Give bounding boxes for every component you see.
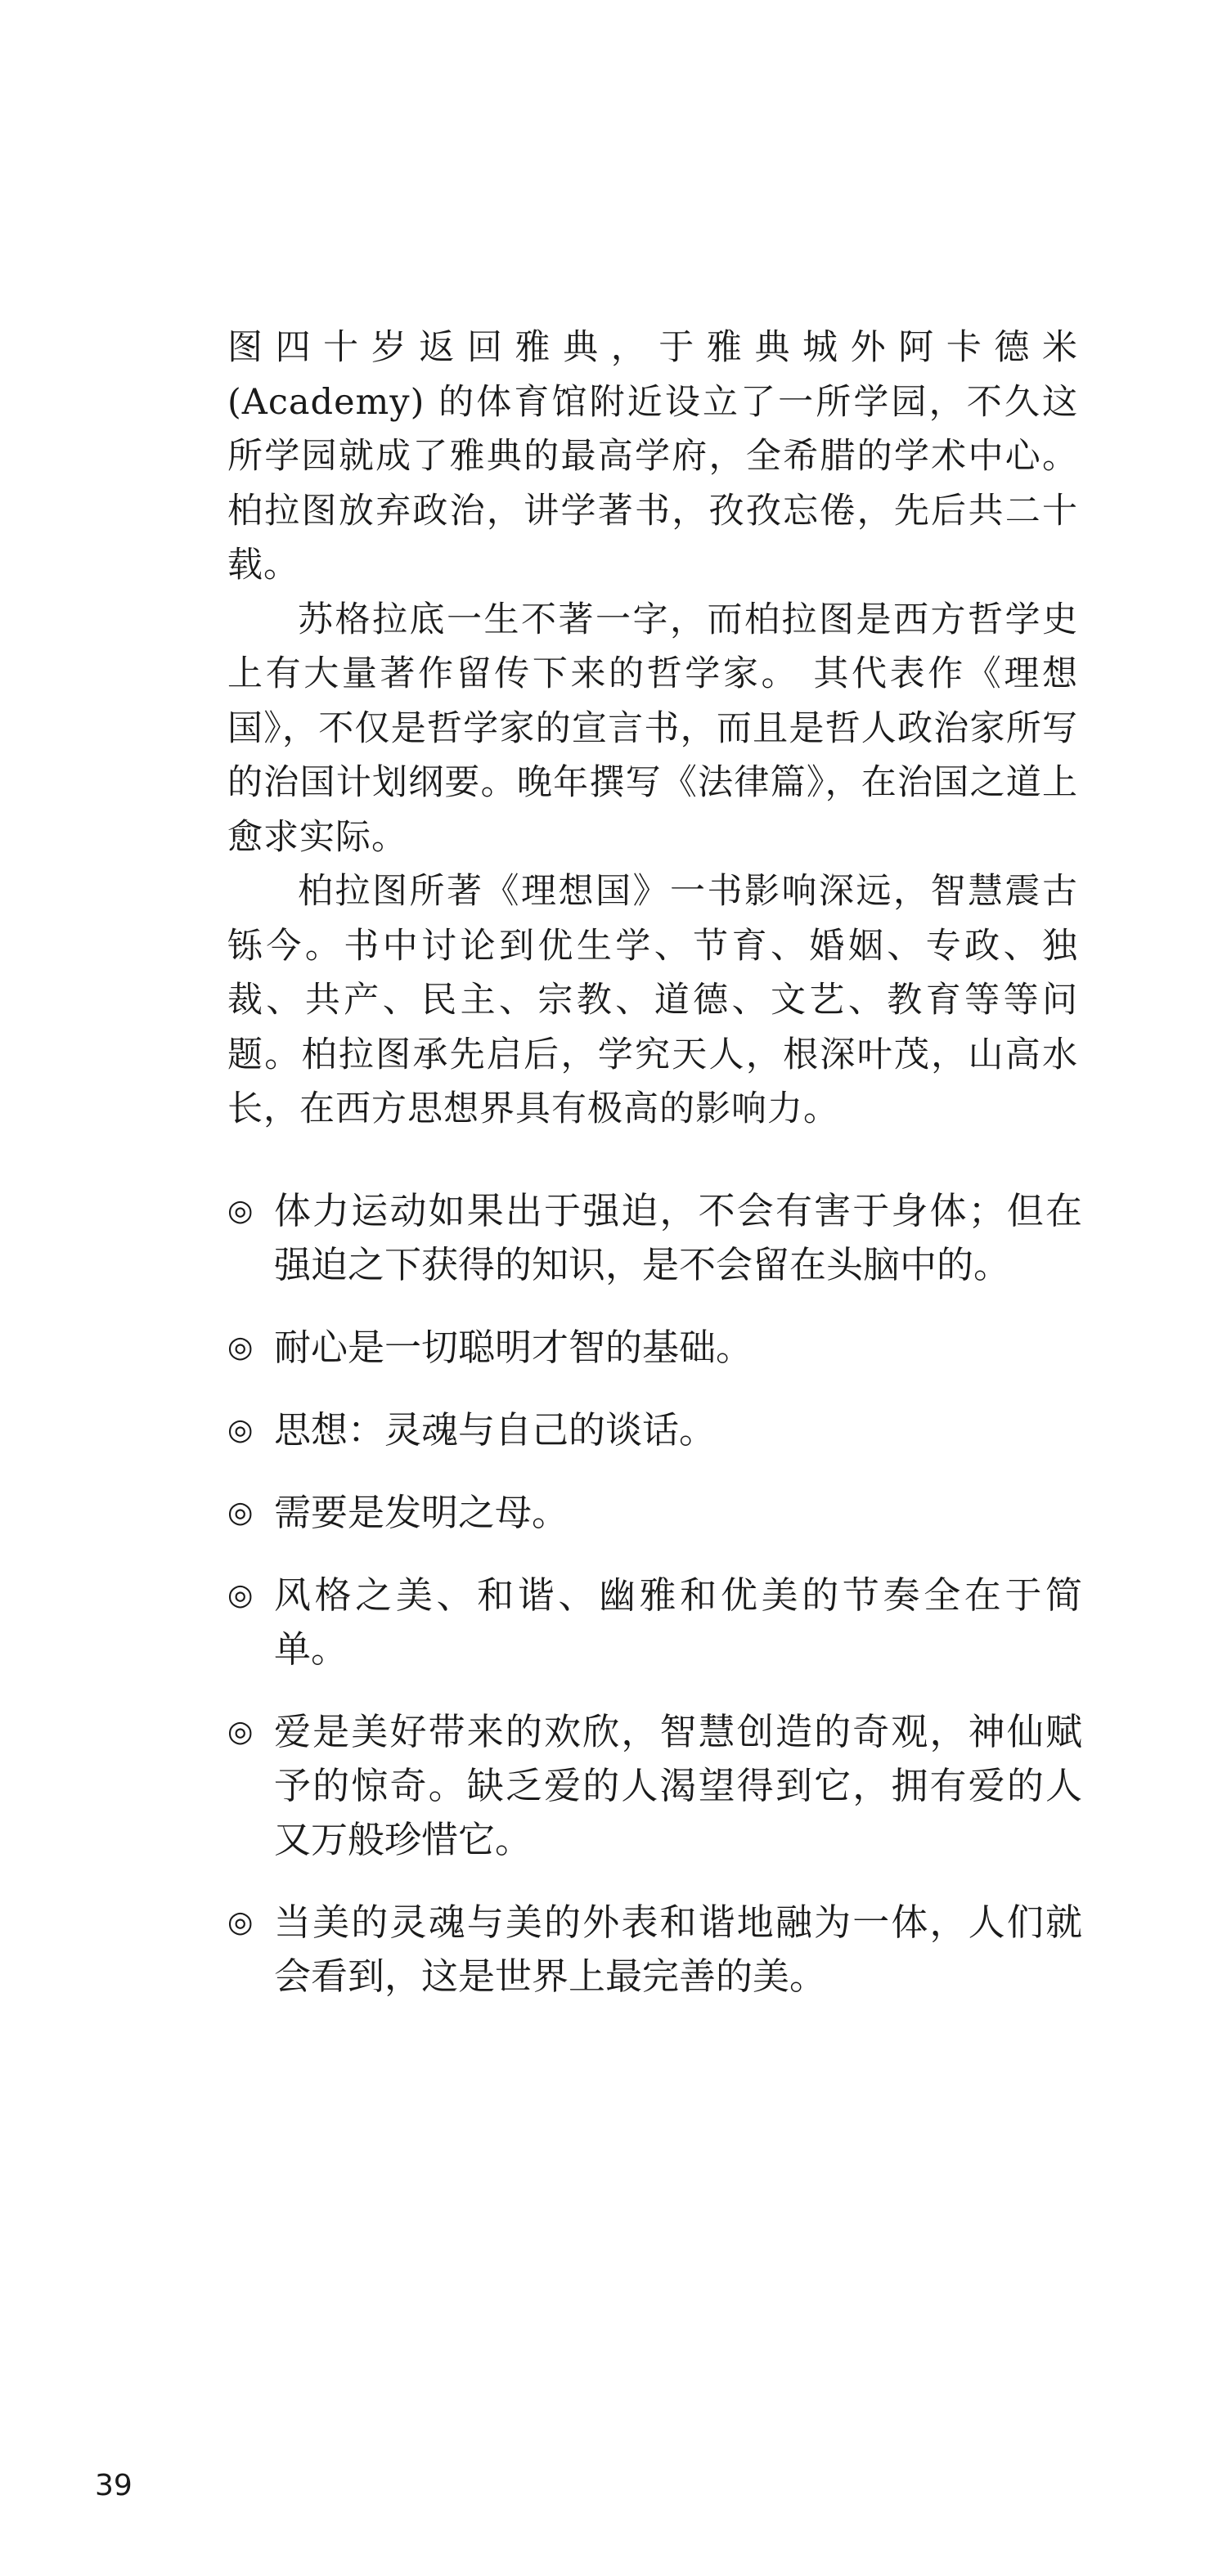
biography-paragraph: 图四十岁返回雅典，于雅典城外阿卡德米 (Academy) 的体育馆附近设立了一所学园，不久这所学园就成了雅典的最高学府，全希腊的学术中心。柏拉图放弃政治，讲学著书，孜孜忘倦，先后共二十载。 <box>227 327 1078 586</box>
quote-item <box>227 1896 1082 2004</box>
quote-text: 爱是美好带来的欢欣，智慧创造的奇观，神仙赋予的惊奇。缺乏爱的人渴望得到它，拥有爱的人又万般珍惜它。 <box>274 1710 1082 1861</box>
quote-item <box>227 1486 1082 1540</box>
double-circle-bullet-icon: ◎ <box>227 1413 254 1447</box>
quote-item <box>227 1705 1082 1867</box>
quote-text: 风格之美、和谐、幽雅和优美的节奏全在于简单。 <box>274 1573 1082 1671</box>
quote-text: 当美的灵魂与美的外表和谐地融为一体，人们就会看到，这是世界上最完善的美。 <box>274 1901 1082 1998</box>
quote-text: 体力运动如果出于强迫，不会有害于身体；但在强迫之下获得的知识，是不会留在头脑中的。 <box>274 1189 1082 1286</box>
quote-text: 耐心是一切聪明才智的基础。 <box>274 1326 753 1369</box>
page-number: 39 <box>95 2469 133 2502</box>
biography-paragraph: 柏拉图所著《理想国》一书影响深远，智慧震古铄今。书中讨论到优生学、节育、婚姻、专政、独裁、共产、民主、宗教、道德、文艺、教育等等问题。柏拉图承先启后，学究天人，根深叶茂，山高水长，在西方思想界具有极高的影响力。 <box>227 871 1078 1129</box>
quote-item <box>227 1321 1082 1375</box>
quote-text: 需要是发明之母。 <box>274 1491 569 1534</box>
double-circle-bullet-icon: ◎ <box>227 1331 254 1364</box>
quote-text: 思想：灵魂与自己的谈话。 <box>274 1408 717 1452</box>
quotes-list <box>227 1184 1082 2032</box>
double-circle-bullet-icon: ◎ <box>227 1194 254 1227</box>
double-circle-bullet-icon: ◎ <box>227 1905 254 1939</box>
double-circle-bullet-icon: ◎ <box>227 1578 254 1612</box>
biography-paragraph: 苏格拉底一生不著一字，而柏拉图是西方哲学史上有大量著作留传下来的哲学家。 其代表作《理想国》，不仅是哲学家的宣言书，而且是哲人政治家所写的治国计划纲要。晚年撰写《法律篇》，在治国之道上愈求实际。 <box>227 599 1078 858</box>
quote-item <box>227 1184 1082 1292</box>
quote-item <box>227 1403 1082 1457</box>
double-circle-bullet-icon: ◎ <box>227 1496 254 1529</box>
quote-item <box>227 1568 1082 1676</box>
double-circle-bullet-icon: ◎ <box>227 1715 254 1748</box>
biography-text <box>227 321 1078 1137</box>
